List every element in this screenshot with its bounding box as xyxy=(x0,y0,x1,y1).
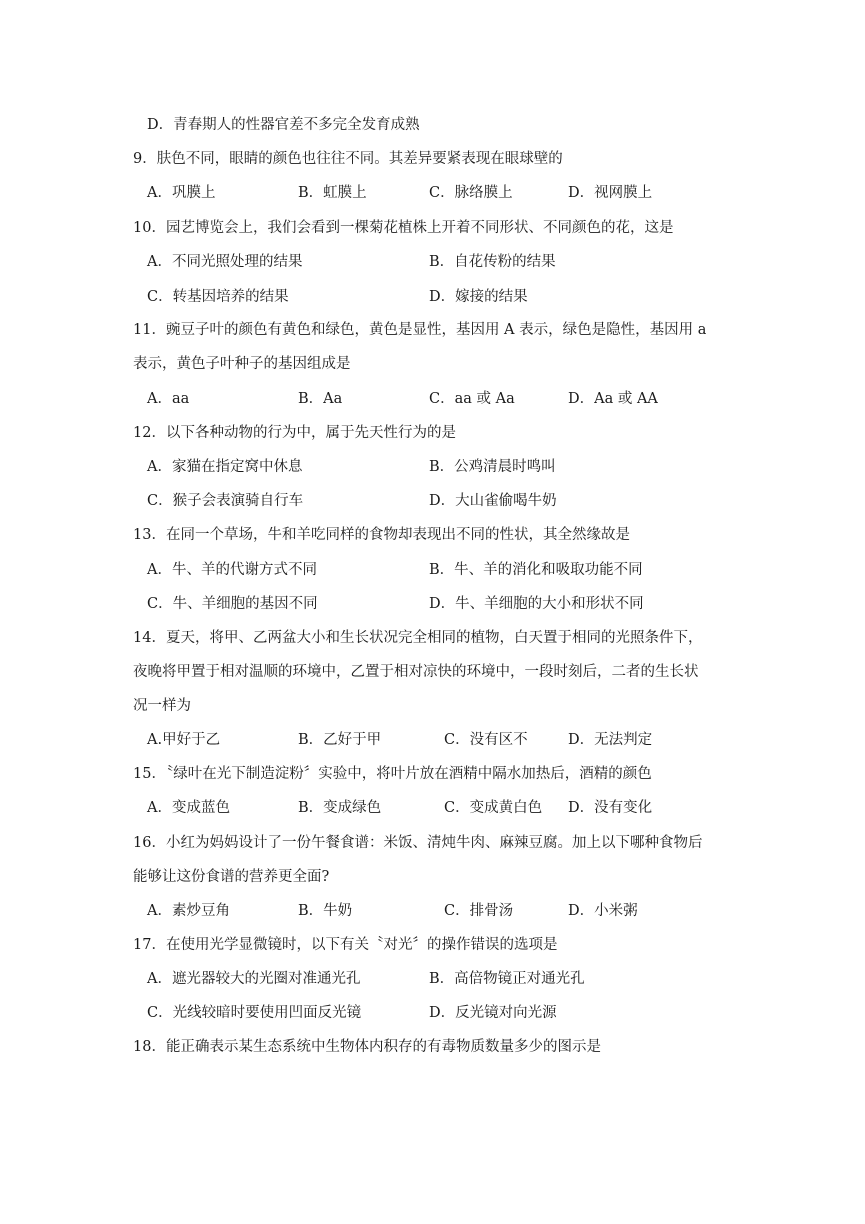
q14-option-b: B．乙好于甲 xyxy=(298,732,382,748)
q13-option-b: B．牛、羊的消化和吸取功能不同 xyxy=(429,562,643,578)
q14-option-c: C．没有区不 xyxy=(444,732,528,748)
q14-options xyxy=(147,728,797,748)
q11-options xyxy=(147,387,797,407)
q15-stem: 15．〝绿叶在光下制造淀粉〞实验中，将叶片放在酒精中隔水加热后，酒精的颜色 xyxy=(133,766,652,782)
q15-options xyxy=(147,796,797,816)
q15-option-d: D．没有变化 xyxy=(568,800,653,816)
q16-option-d: D．小米粥 xyxy=(568,903,638,919)
q9-stem: 9．肤色不同，眼睛的颜色也往往不同。其差异要紧表现在眼球壁的 xyxy=(133,151,563,167)
q13-option-c: C．牛、羊细胞的基因不同 xyxy=(147,596,318,612)
q16-stem-line1: 16．小红为妈妈设计了一份午餐食谱：米饭、清炖牛肉、麻辣豆腐。加上以下哪种食物后 xyxy=(133,835,703,851)
q17-option-a: A．遮光器较大的光圈对准通光孔 xyxy=(147,971,361,987)
q9-options xyxy=(147,181,797,201)
q11-stem-line2: 表示，黄色子叶种子的基因组成是 xyxy=(133,356,351,372)
q17-option-c: C．光线较暗时要使用凹面反光镜 xyxy=(147,1005,362,1021)
q16-option-c: C．排骨汤 xyxy=(444,903,514,919)
q15-option-c: C．变成黄白色 xyxy=(444,800,543,816)
q9-option-c: C．脉络膜上 xyxy=(429,185,513,201)
q14-stem-line1: 14．夏天，将甲、乙两盆大小和生长状况完全相同的植物，白天置于相同的光照条件下， xyxy=(133,630,703,646)
q12-options-row2 xyxy=(147,489,797,509)
q12-option-b: B．公鸡清晨时鸣叫 xyxy=(429,459,556,475)
q11-option-a: A．aa xyxy=(147,391,190,407)
q11-option-b: B．Aa xyxy=(298,391,343,407)
q16-options xyxy=(147,899,797,919)
q11-option-c: C．aa 或 Aa xyxy=(429,391,515,407)
q10-options-row1 xyxy=(147,250,797,270)
q17-options-row1 xyxy=(147,967,797,987)
q17-option-d: D．反光镜对向光源 xyxy=(429,1005,557,1021)
q8-option-d: D．青春期人的性器官差不多完全发育成熟 xyxy=(147,117,420,133)
q17-options-row2 xyxy=(147,1001,797,1021)
q16-option-a: A．素炒豆角 xyxy=(147,903,230,919)
q12-option-d: D．大山雀偷喝牛奶 xyxy=(429,493,557,509)
q10-options-row2 xyxy=(147,285,797,305)
q17-stem: 17．在使用光学显微镜时，以下有关〝对光〞的操作错误的选项是 xyxy=(133,937,558,953)
q10-option-a: A．不同光照处理的结果 xyxy=(147,254,303,270)
q10-option-c: C．转基因培养的结果 xyxy=(147,289,289,305)
q14-stem-line2: 夜晚将甲置于相对温顺的环境中，乙置于相对凉快的环境中，一段时刻后，二者的生长状 xyxy=(133,664,699,680)
q12-stem: 12．以下各种动物的行为中，属于先天性行为的是 xyxy=(133,425,456,441)
q12-option-c: C．猴子会表演骑自行车 xyxy=(147,493,304,509)
q10-option-b: B．自花传粉的结果 xyxy=(429,254,556,270)
q18-stem: 18．能正确表示某生态系统中生物体内积存的有毒物质数量多少的图示是 xyxy=(133,1039,601,1055)
q9-option-a: A．巩膜上 xyxy=(147,185,216,201)
q13-option-a: A．牛、羊的代谢方式不同 xyxy=(147,562,317,578)
q14-stem-line3: 况一样为 xyxy=(133,698,191,714)
q16-stem-line2: 能够让这份食谱的营养更全面? xyxy=(133,869,330,885)
q13-options-row1 xyxy=(147,558,797,578)
q14-option-a: A.甲好于乙 xyxy=(147,732,221,748)
q15-option-b: B．变成绿色 xyxy=(298,800,382,816)
q11-option-d: D．Aa 或 AA xyxy=(568,391,658,407)
q14-option-d: D．无法判定 xyxy=(568,732,653,748)
q15-option-a: A．变成蓝色 xyxy=(147,800,230,816)
q11-stem-line1: 11．豌豆子叶的颜色有黄色和绿色，黄色是显性，基因用 A 表示，绿色是隐性，基因用 a xyxy=(133,322,707,338)
q12-option-a: A．家猫在指定窝中休息 xyxy=(147,459,303,475)
q13-options-row2 xyxy=(147,592,797,612)
q13-option-d: D．牛、羊细胞的大小和形状不同 xyxy=(429,596,644,612)
q12-options-row1 xyxy=(147,455,797,475)
q9-option-b: B．虹膜上 xyxy=(298,185,367,201)
q17-option-b: B．高倍物镜正对通光孔 xyxy=(429,971,585,987)
q13-stem: 13．在同一个草场，牛和羊吃同样的食物却表现出不同的性状，其全然缘故是 xyxy=(133,527,630,543)
q16-option-b: B．牛奶 xyxy=(298,903,353,919)
q9-option-d: D．视网膜上 xyxy=(568,185,653,201)
q10-stem: 10．园艺博览会上，我们会看到一棵菊花植株上开着不同形状、不同颜色的花，这是 xyxy=(133,220,674,236)
q10-option-d: D．嫁接的结果 xyxy=(429,289,528,305)
